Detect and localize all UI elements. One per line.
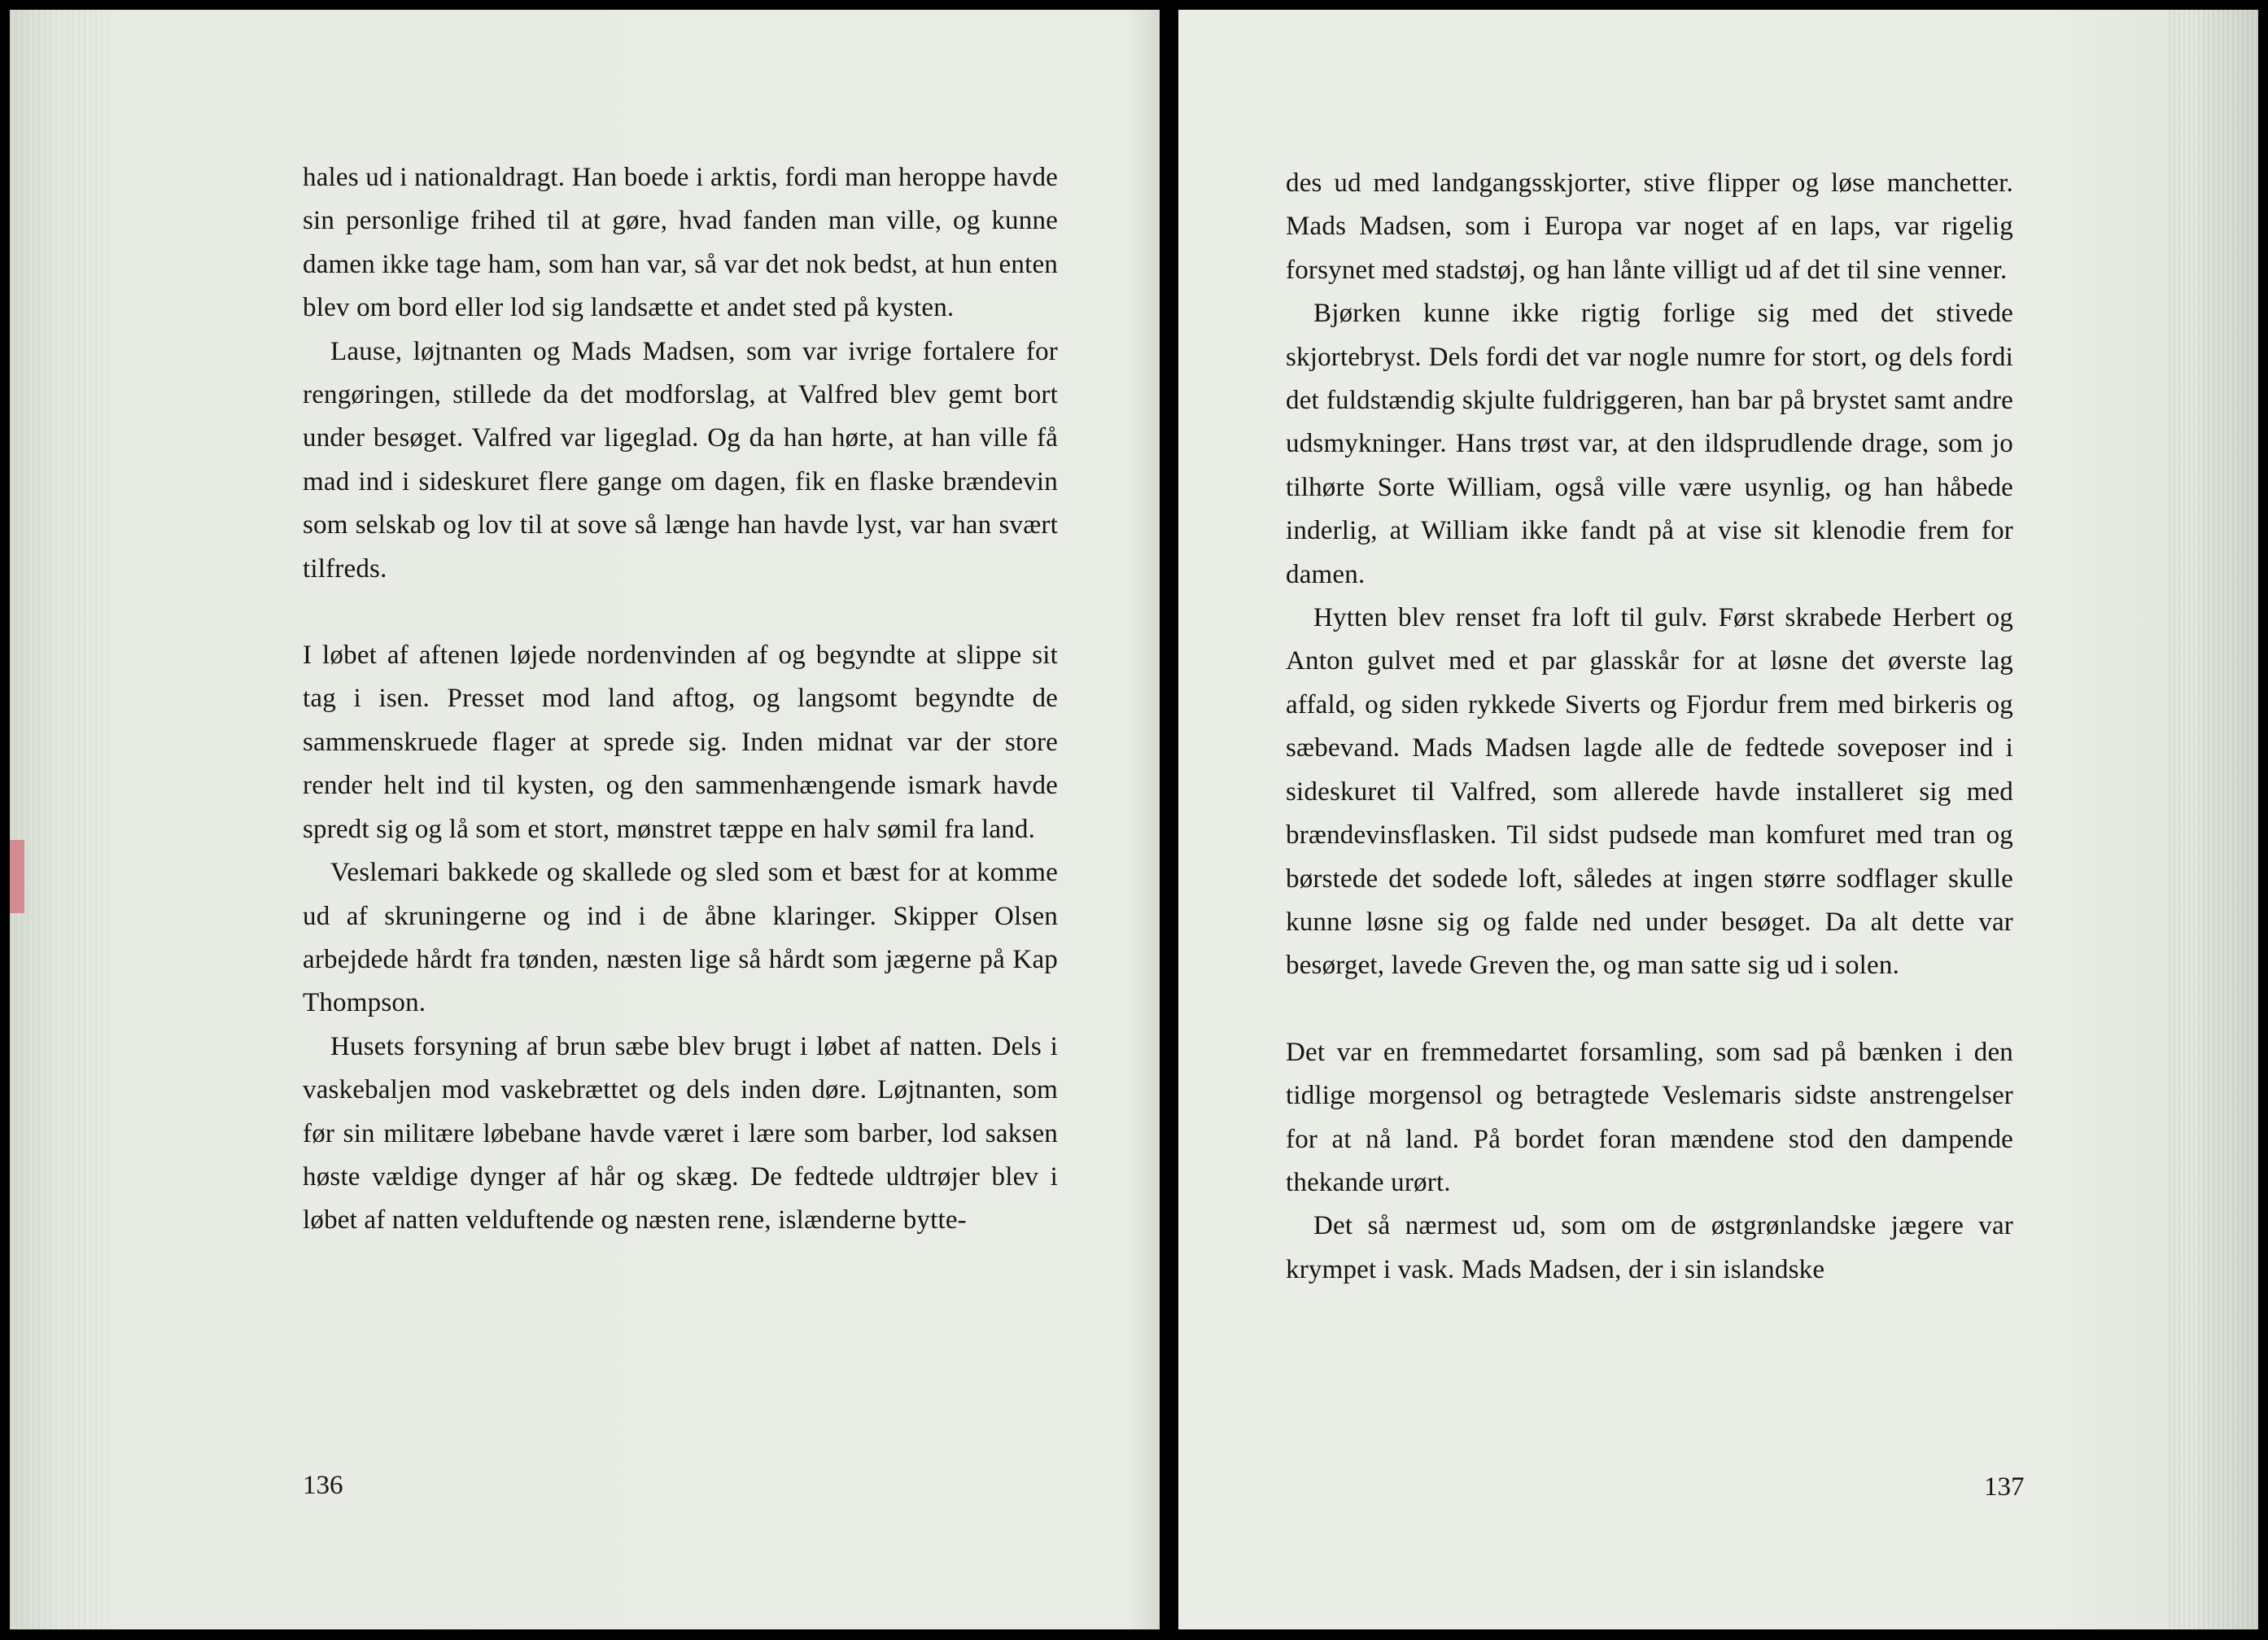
paragraph: Det var en fremmedartet forsamling, som sad på bænken i den tidlige morgensol og betragtede Veslemaris sidste anstrengelser for at nå land. På bordet foran mændene stod den dampende thekande urørt. (1286, 1037, 2013, 1197)
paragraph: Veslemari bakkede og skallede og sled som et bæst for at komme ud af skruningerne og ind i de åbne klaringer. Skipper Olsen arbejdede hårdt fra tønden, næsten lige så hårdt som jægerne på Kap Thompson. (303, 858, 1058, 1018)
right-page (1178, 10, 2258, 1629)
paragraph: des ud med landgangsskjorter, stive flipper og løse manchetter. Mads Madsen, som i Europa var noget af en laps, var rigelig forsynet med stadstøj, og han lånte villigt ud af det til sine venner. (1286, 168, 2013, 285)
left-page-text (303, 156, 1058, 1243)
paragraph: Det så nærmest ud, som om de østgrønlandske jægere var krympet i vask. Mads Madsen, der i sin islandske (1286, 1211, 2013, 1284)
right-page-edges (2169, 10, 2258, 1629)
paragraph: Husets forsyning af brun sæbe blev brugt i løbet af natten. Dels i vaskebaljen mod vaskebrættet og dels inden døre. Løjtnanten, som før sin militære løbebane havde været i lære som barber, lod saksen høste vældige dynger af hår og skæg. De fedtede uldtrøjer blev i løbet af natten velduftende og næsten rene, islænderne bytte- (303, 1031, 1058, 1235)
page-edge-mark (10, 840, 24, 913)
paragraph: hales ud i nationaldragt. Han boede i arktis, fordi man heroppe havde sin personlige frihed til at gøre, hvad fanden man ville, og kunne damen ikke tage ham, som han var, så var det nok bedst, at hun enten blev om bord eller lod sig landsætte et andet sted på kysten. (303, 163, 1058, 323)
page-number-right: 137 (1984, 1472, 2025, 1502)
paragraph: Bjørken kunne ikke rigtig forlige sig med det stivede skjortebryst. Dels fordi det var nogle numre for stort, og dels fordi det fuldstændig skjulte fuldriggeren, han bar på brystet samt andre udsmykninger. Hans trøst var, at den ildsprudlende drage, som jo tilhørte Sorte William, også ville være usynlig, og han håbede inderlig, at William ikke fandt på at vise sit klenodie frem for damen. (1286, 299, 2013, 589)
left-page (10, 10, 1160, 1629)
page-number-left: 136 (303, 1471, 343, 1500)
right-page-text (1286, 162, 2013, 1292)
paragraph: Lause, løjtnanten og Mads Madsen, som var ivrige fortalere for rengøringen, stillede da det modforslag, at Valfred blev gemt bort under besøget. Valfred var ligeglad. Og da han hørte, at han ville få mad ind i sideskuret flere gange om dagen, fik en flaske brændevin som selskab og lov til at sove så længe han havde lyst, var han svært tilfreds. (303, 336, 1058, 584)
paragraph: Hytten blev renset fra loft til gulv. Først skrabede Herbert og Anton gulvet med et par glasskår for at løsne det øverste lag affald, og siden rykkede Siverts og Fjordur frem med birkeris og sæbevand. Mads Madsen lagde alle de fedtede soveposer ind i sideskuret til Valfred, som allerede havde installeret sig med brændevinsflasken. Til sidst pudsede man komfuret med tran og børstede det sodede loft, således at ingen større sodflager skulle kunne løsne sig og falde ned under besøget. Da alt dette var besørget, lavede Greven the, og man satte sig ud i solen. (1286, 603, 2013, 981)
gutter-shadow (1127, 10, 1160, 1629)
paragraph: I løbet af aftenen løjede nordenvinden af og begyndte at slippe sit tag i isen. Presset mod land aftog, og langsomt begyndte de sammenskruede flager at sprede sig. Inden midnat var der store render helt ind til kysten, og den sammenhængende ismark havde spredt sig og lå som et stort, mønstret tæppe en halv sømil fra land. (303, 641, 1058, 844)
left-page-edges (10, 10, 107, 1629)
